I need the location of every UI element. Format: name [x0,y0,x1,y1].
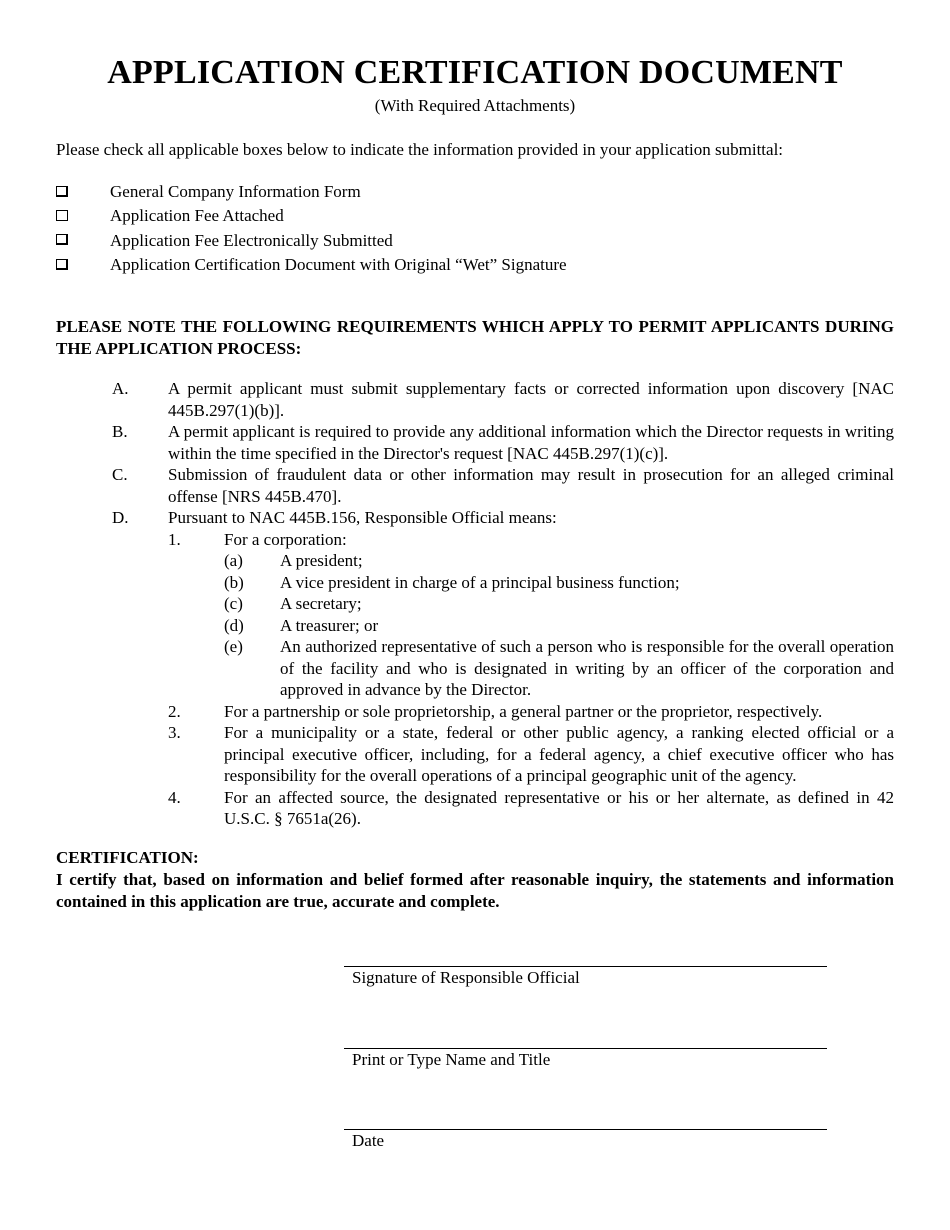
item-label: (e) [224,637,243,656]
item-text: Pursuant to NAC 445B.156, Responsible Official means: [168,508,557,527]
item-text: A vice president in charge of a principal business function; [280,572,680,592]
instructions: Please check all applicable boxes below to indicate the information provided in your application submittal: [56,140,784,159]
requirement-item [0,421,950,464]
definition-item [0,529,950,551]
item-label: 1. [168,529,181,549]
definition-subitem [0,636,950,701]
checkbox[interactable] [56,210,68,221]
checklist-item[interactable] [56,229,567,253]
item-text: For an affected source, the designated representative or his or her alternate, as defined in 42 U.S.C. § 7651a(26). [224,787,894,828]
item-label: (d) [224,615,244,635]
item-text: A treasurer; or [280,615,379,635]
item-text: For a partnership or sole proprietorship, a general partner or the proprietor, respectively. [224,701,823,721]
checklist-item-label: General Company Information Form [110,182,361,202]
definition-subitem [0,550,950,572]
item-text: A secretary; [280,594,362,613]
item-label: A. [112,379,129,398]
signature-label: Signature of Responsible Official [352,968,580,987]
name-title-line[interactable] [344,1048,827,1071]
item-label: C. [112,465,128,484]
definition-item [0,787,950,830]
requirements-notice: PLEASE NOTE THE FOLLOWING REQUIREMENTS WHICH APPLY TO PERMIT APPLICANTS DURING THE APPLICATION PROCESS: [56,317,894,358]
item-text: A permit applicant must submit supplementary facts or corrected information upon discovery [NAC 445B.297(1)(b)]. [168,379,894,420]
item-text: A permit applicant is required to provide any additional information which the Director requests in writing within the time specified in the Director's request [NAC 445B.297(1)(c)]. [168,422,894,463]
name-title-label: Print or Type Name and Title [352,1050,551,1069]
page-subtitle: (With Required Attachments) [374,96,576,115]
checkbox[interactable] [56,259,68,270]
checklist-item-label: Application Fee Attached [110,206,284,226]
item-label: 4. [168,787,181,807]
certification-statement: I certify that, based on information and belief formed after reasonable inquiry, the statements and information contained in this application are true, accurate and complete. [56,870,894,911]
item-label: (a) [224,551,243,570]
certification-heading: CERTIFICATION: [56,848,199,867]
checklist-item-label: Application Fee Electronically Submitted [110,230,393,250]
attachment-checklist [56,180,567,277]
item-label: 3. [168,723,181,742]
item-label: 2. [168,701,181,721]
item-label: B. [112,422,128,441]
requirement-item [0,464,950,507]
item-label: (b) [224,572,244,592]
definition-item [0,722,950,787]
item-text: A president; [280,551,363,570]
checklist-item[interactable] [56,253,567,277]
requirement-item [0,507,950,529]
checkbox[interactable] [56,234,68,245]
definition-subitem [0,615,950,637]
page-title: APPLICATION CERTIFICATION DOCUMENT [107,54,843,91]
checklist-item[interactable] [56,180,567,204]
item-label: (c) [224,594,243,613]
item-text: Submission of fraudulent data or other information may result in prosecution for an alleged criminal offense [NRS 445B.470]. [168,465,894,506]
definition-item [0,701,950,723]
checklist-item[interactable] [56,204,567,228]
definition-subitem [0,572,950,594]
checklist-item-label: Application Certification Document with Original “Wet” Signature [110,255,567,275]
signature-line[interactable] [344,966,827,989]
item-text: For a corporation: [224,529,347,549]
date-label: Date [352,1131,385,1150]
item-text: An authorized representative of such a person who is responsible for the overall operation of the facility and who is designated in writing by an officer of the corporation and approved in advance by the Director. [280,637,894,699]
definition-subitem [0,593,950,615]
requirements-list [0,378,950,830]
item-label: D. [112,508,129,527]
date-line[interactable] [344,1129,827,1152]
checkbox[interactable] [56,186,68,197]
requirement-item [0,378,950,421]
item-text: For a municipality or a state, federal or other public agency, a ranking elected official or a principal executive officer, including, for a federal agency, a chief executive officer who has responsibility for the overall operations of a principal geographic unit of the agency. [224,723,894,785]
